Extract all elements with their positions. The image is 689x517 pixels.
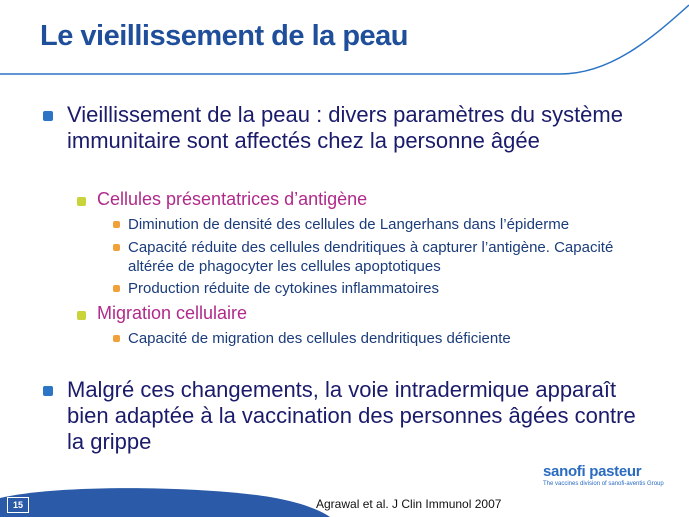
main-point-2: Malgré ces changements, la voie intradermique apparaît bien adaptée à la vaccination des personnes âgées contre la grippe xyxy=(67,377,636,454)
bullet-square-icon xyxy=(43,111,53,121)
sub-heading-antigen-cells: Cellules présentatrices d’antigène xyxy=(97,189,368,209)
sub-heading-migration: Migration cellulaire xyxy=(97,303,248,323)
reference-citation: Agrawal et al. J Clin Immunol 2007 xyxy=(316,497,502,511)
logo-name: sanofi pasteur xyxy=(543,463,642,480)
bullet-square-icon xyxy=(43,386,53,396)
slide-title: Le vieillissement de la peau xyxy=(40,20,408,52)
bullet-square-icon xyxy=(113,221,120,228)
bullet-square-icon xyxy=(77,197,86,206)
bullet-square-icon xyxy=(113,335,120,342)
bullet-square-icon xyxy=(113,244,120,251)
detail-item: Capacité réduite des cellules dendritiques à capturer l’antigène. Capacité altérée de phagocyter les cellules apoptotiques xyxy=(128,239,614,275)
bullet-square-icon xyxy=(77,311,86,320)
page-number: 15 xyxy=(7,497,29,513)
detail-item: Diminution de densité des cellules de Langerhans dans l’épiderme xyxy=(128,216,570,233)
detail-item: Production réduite de cytokines inflammatoires xyxy=(128,280,439,297)
bullet-square-icon xyxy=(113,285,120,292)
main-point-1: Vieillissement de la peau : divers paramètres du système immunitaire sont affectés chez la personne âgée xyxy=(67,102,623,153)
detail-item: Capacité de migration des cellules dendritiques déficiente xyxy=(128,330,511,347)
logo-tagline: The vaccines division of sanofi-aventis Group xyxy=(543,481,664,487)
sanofi-pasteur-logo xyxy=(543,463,683,487)
